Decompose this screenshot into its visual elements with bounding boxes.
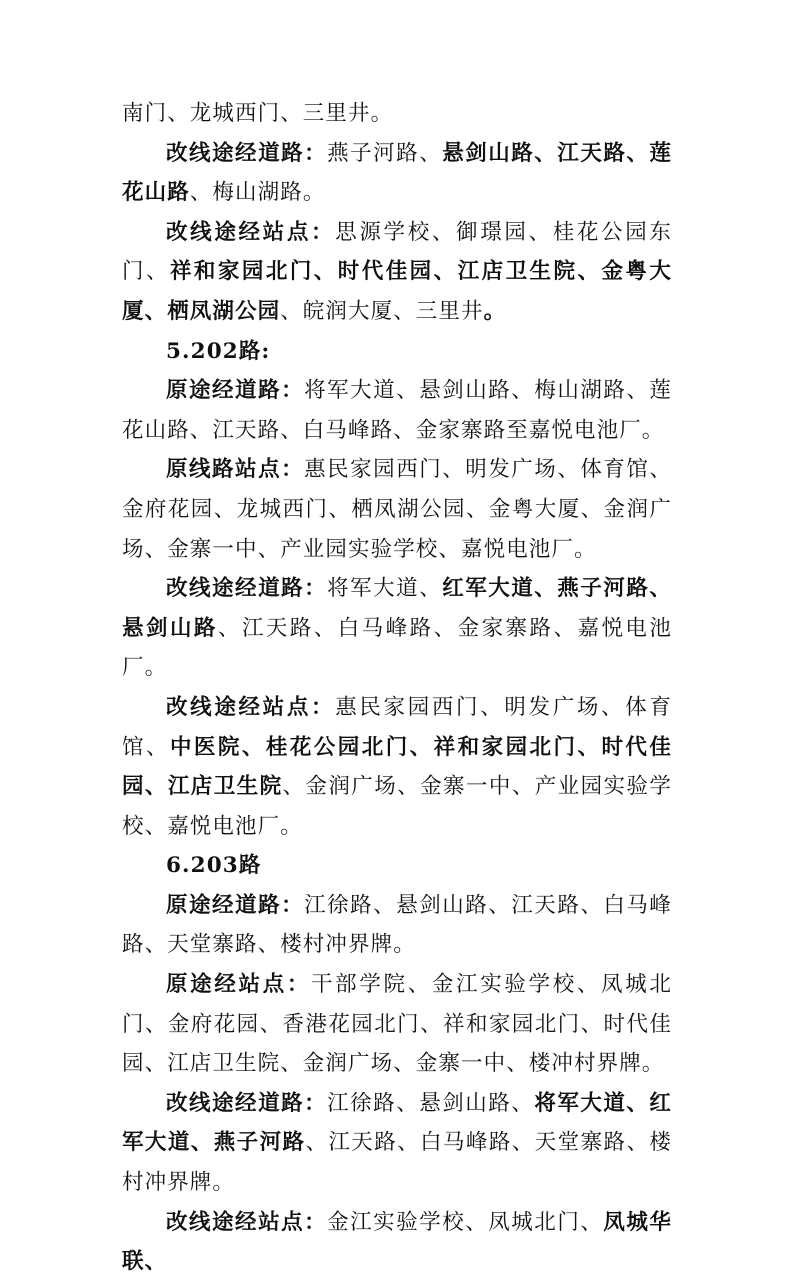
text-run: 江徐路、悬剑山路、江天路、白马峰路、天堂寨路、楼村冲界牌。: [122, 892, 672, 958]
bold-text-run: 悬剑山路、江天路、莲花山路: [122, 140, 672, 206]
paragraph: [122, 569, 672, 688]
bold-text-run: 凤城华联、: [122, 1209, 673, 1275]
text-run: 、金润广场、金寨一中、产业园实验学校、嘉悦电池厂。: [122, 774, 672, 839]
bold-text-run: 6.203路: [166, 853, 262, 879]
paragraph: [122, 886, 672, 965]
paragraph: [122, 332, 672, 372]
text-run: 、皖润大厦、三里井: [280, 298, 484, 324]
paragraph: [122, 688, 672, 846]
text-run: 惠民家园西门、明发广场、体育馆、金府花园、龙城西门、栖凤湖公园、金粤大厦、金润广场、金寨一中、产业园实验学校、嘉悦电池厂。: [122, 457, 672, 562]
text-run: 将军大道、: [327, 576, 443, 602]
bold-text-run: 红军大道、燕子河路、悬剑山路: [122, 576, 672, 641]
bold-text-run: 中医院、桂花公园北门、祥和家园北门、时代佳园、江店卫生院: [122, 734, 672, 800]
paragraph: [122, 1084, 672, 1203]
text-run: 江徐路、悬剑山路、: [327, 1090, 535, 1116]
text-run: 思源学校、御璟园、桂花公园东门、: [122, 219, 672, 285]
paragraph: [122, 846, 672, 886]
text-run: 干部学院、金江实验学校、凤城北门、金府花园、香港花园北门、祥和家园北门、时代佳园、江店卫生院、金润广场、金寨一中、楼冲村界牌。: [122, 972, 672, 1077]
bold-text-run: 原途经站点：: [166, 972, 312, 998]
paragraph: [122, 134, 672, 213]
paragraph: [122, 371, 672, 450]
bold-text-run: 原途经道路：: [166, 378, 305, 404]
bold-text-run: 改线途经站点：: [166, 1209, 328, 1235]
document-body: [122, 94, 672, 1282]
bold-text-run: 改线途经道路：: [166, 576, 328, 602]
bold-text-run: 改线途经道路：: [166, 140, 328, 166]
text-run: 金江实验学校、凤城北门、: [327, 1209, 604, 1235]
paragraph: [122, 1203, 672, 1282]
text-run: 、江天路、白马峰路、金家寨路、嘉悦电池厂。: [122, 615, 672, 681]
bold-text-run: 改线途经站点：: [166, 219, 336, 245]
bold-text-run: 。: [483, 298, 507, 324]
text-run: 、梅山湖路。: [189, 180, 326, 206]
bold-text-run: 改线途经道路：: [166, 1090, 328, 1116]
bold-text-run: 原线路站点：: [166, 457, 305, 483]
bold-text-run: 原途经道路：: [166, 892, 305, 918]
bold-text-run: 祥和家园北门、时代佳园、江店卫生院、金粤大厦、栖凤湖公园: [122, 259, 672, 324]
paragraph: [122, 94, 672, 134]
paragraph: [122, 450, 672, 569]
text-run: 将军大道、悬剑山路、梅山湖路、莲花山路、江天路、白马峰路、金家寨路至嘉悦电池厂。: [122, 378, 672, 443]
text-run: 、江天路、白马峰路、天堂寨路、楼村冲界牌。: [122, 1130, 672, 1196]
text-run: 惠民家园西门、明发广场、体育馆、: [122, 694, 672, 760]
paragraph: [122, 965, 672, 1084]
bold-text-run: 改线途经站点：: [166, 694, 336, 720]
text-run: 燕子河路、: [327, 140, 443, 166]
bold-text-run: 将军大道、红军大道、燕子河路: [122, 1090, 673, 1156]
text-run: 南门、龙城西门、三里井。: [122, 101, 394, 126]
bold-text-run: 5.202路:: [166, 338, 271, 364]
paragraph: [122, 213, 672, 332]
